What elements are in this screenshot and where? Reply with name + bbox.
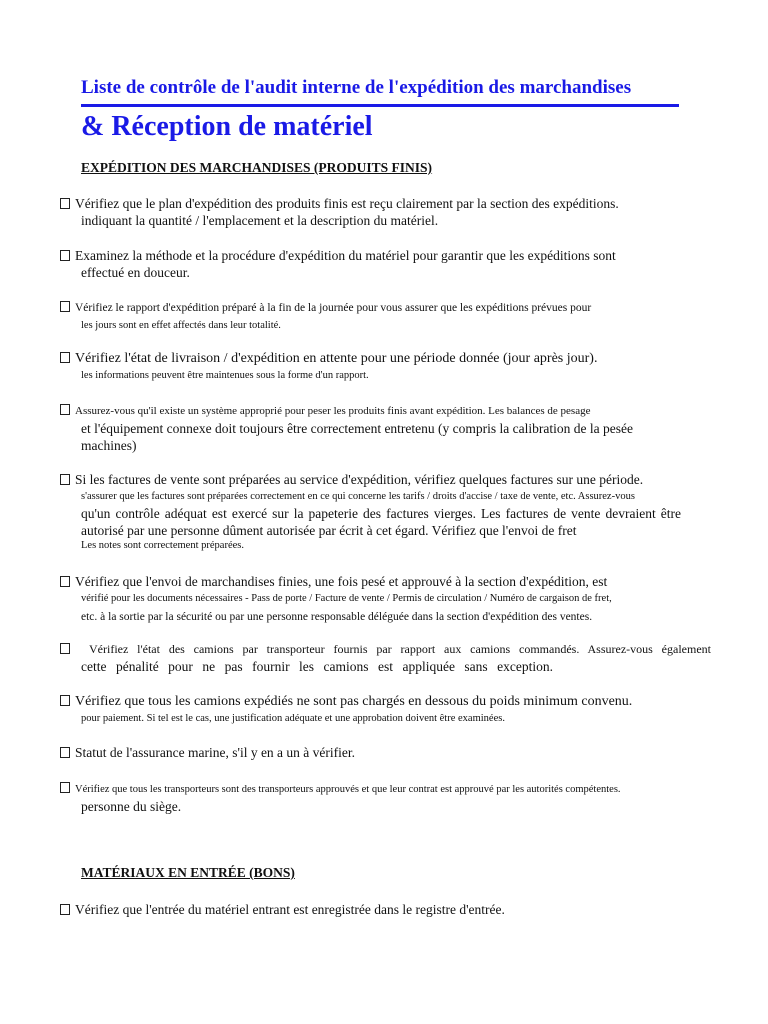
checklist-item	[60, 471, 740, 552]
item-text: pour paiement. Si tel est le cas, une justification adéquate et une approbation doivent être examinées.	[81, 713, 505, 724]
checklist-item	[60, 693, 740, 727]
item-text: Vérifiez que l'envoi de marchandises finies, une fois pesé et approuvé à la section d'expédition, est	[75, 574, 608, 589]
item-text: Vérifiez le rapport d'expédition préparé à la fin de la journée pour vous assurer que les expéditions prévues pour	[75, 302, 592, 314]
checkbox-icon[interactable]	[60, 250, 70, 261]
item-text: Assurez-vous qu'il existe un système approprié pour peser les produits finis avant expédition. Les balances de pesage	[75, 405, 591, 417]
checkbox-icon[interactable]	[60, 352, 70, 363]
checkbox-icon[interactable]	[60, 301, 70, 312]
item-text: Vérifiez que l'entrée du matériel entrant est enregistrée dans le registre d'entrée.	[75, 902, 505, 917]
item-text: les jours sont en effet affectés dans leur totalité.	[81, 320, 281, 331]
checklist-item	[60, 744, 740, 761]
checkbox-icon[interactable]	[60, 576, 70, 587]
item-text: Les notes sont correctement préparées.	[81, 540, 244, 551]
item-text: effectué en douceur.	[81, 265, 190, 280]
item-text: Vérifiez l'état de livraison / d'expédition en attente pour une période donnée (jour après jour).	[75, 351, 598, 366]
document-title: Liste de contrôle de l'audit interne de l'expédition des marchandises	[81, 77, 632, 98]
document-subtitle: & Réception de matériel	[81, 111, 373, 142]
item-text: Vérifiez que le plan d'expédition des produits finis est reçu clairement par la section des expéditions.	[75, 196, 619, 211]
checkbox-icon[interactable]	[60, 782, 70, 793]
item-text: personne du siège.	[81, 799, 182, 814]
checkbox-icon[interactable]	[60, 904, 70, 915]
checklist-item	[60, 901, 740, 918]
item-text: machines)	[81, 438, 137, 453]
checkbox-icon[interactable]	[60, 695, 70, 706]
item-text: vérifié pour les documents nécessaires - Pass de porte / Facture de vente / Permis de circulation / Numéro de cargaison de fret,	[81, 593, 612, 604]
checklist-item	[60, 247, 740, 281]
item-text: les informations peuvent être maintenues sous la forme d'un rapport.	[81, 370, 369, 381]
item-text: qu'un contrôle adéquat est exercé sur la papeterie des factures vierges. Les factures de vente devraient être	[81, 506, 681, 521]
checkbox-icon[interactable]	[60, 404, 70, 415]
checkbox-icon[interactable]	[60, 474, 70, 485]
item-text: s'assurer que les factures sont préparées correctement en ce qui concerne les tarifs / droits d'accise / taxe de vente, etc. Assurez-vous	[81, 491, 635, 502]
item-text: autorisé par une personne dûment autorisée par écrit à cet égard. Vérifiez que l'envoi de fret	[81, 523, 577, 538]
item-text: etc. à la sortie par la sécurité ou par une personne responsable déléguée dans la section d'expédition des ventes.	[81, 611, 593, 623]
item-text: cette pénalité pour ne pas fournir les camions est appliquée sans exception.	[81, 659, 553, 674]
item-text: indiquant la quantité / l'emplacement et la description du matériel.	[81, 213, 439, 228]
checkbox-icon[interactable]	[60, 747, 70, 758]
item-text: Si les factures de vente sont préparées au service d'expédition, vérifiez quelques factures sur une période.	[75, 472, 644, 487]
checkbox-icon[interactable]	[60, 643, 70, 654]
checkbox-icon[interactable]	[60, 198, 70, 209]
checklist-item	[60, 641, 740, 675]
checklist-item	[60, 195, 740, 229]
checklist-item	[60, 573, 740, 627]
checklist-item	[60, 781, 740, 815]
checklist-item	[60, 350, 740, 384]
item-text: Vérifiez que tous les transporteurs sont des transporteurs approuvés et que leur contrat est approuvé par les autorités compétentes.	[75, 784, 621, 795]
section-heading-incoming: MATÉRIAUX EN ENTRÉE (BONS)	[81, 865, 295, 880]
title-rule	[81, 104, 679, 107]
checklist-item	[60, 300, 740, 334]
section-heading-shipping: EXPÉDITION DES MARCHANDISES (PRODUITS FINIS)	[81, 160, 433, 175]
item-text: Vérifiez l'état des camions par transporteur fournis par rapport aux camions commandés. Assurez-vous également	[89, 642, 711, 656]
item-text: Statut de l'assurance marine, s'il y en a un à vérifier.	[75, 745, 356, 760]
item-text: et l'équipement connexe doit toujours être correctement entretenu (y compris la calibration de la pesée	[81, 421, 633, 436]
item-text: Vérifiez que tous les camions expédiés ne sont pas chargés en dessous du poids minimum convenu.	[75, 694, 633, 709]
item-text: Examinez la méthode et la procédure d'expédition du matériel pour garantir que les expéditions sont	[75, 248, 616, 263]
checklist-item	[60, 403, 740, 454]
